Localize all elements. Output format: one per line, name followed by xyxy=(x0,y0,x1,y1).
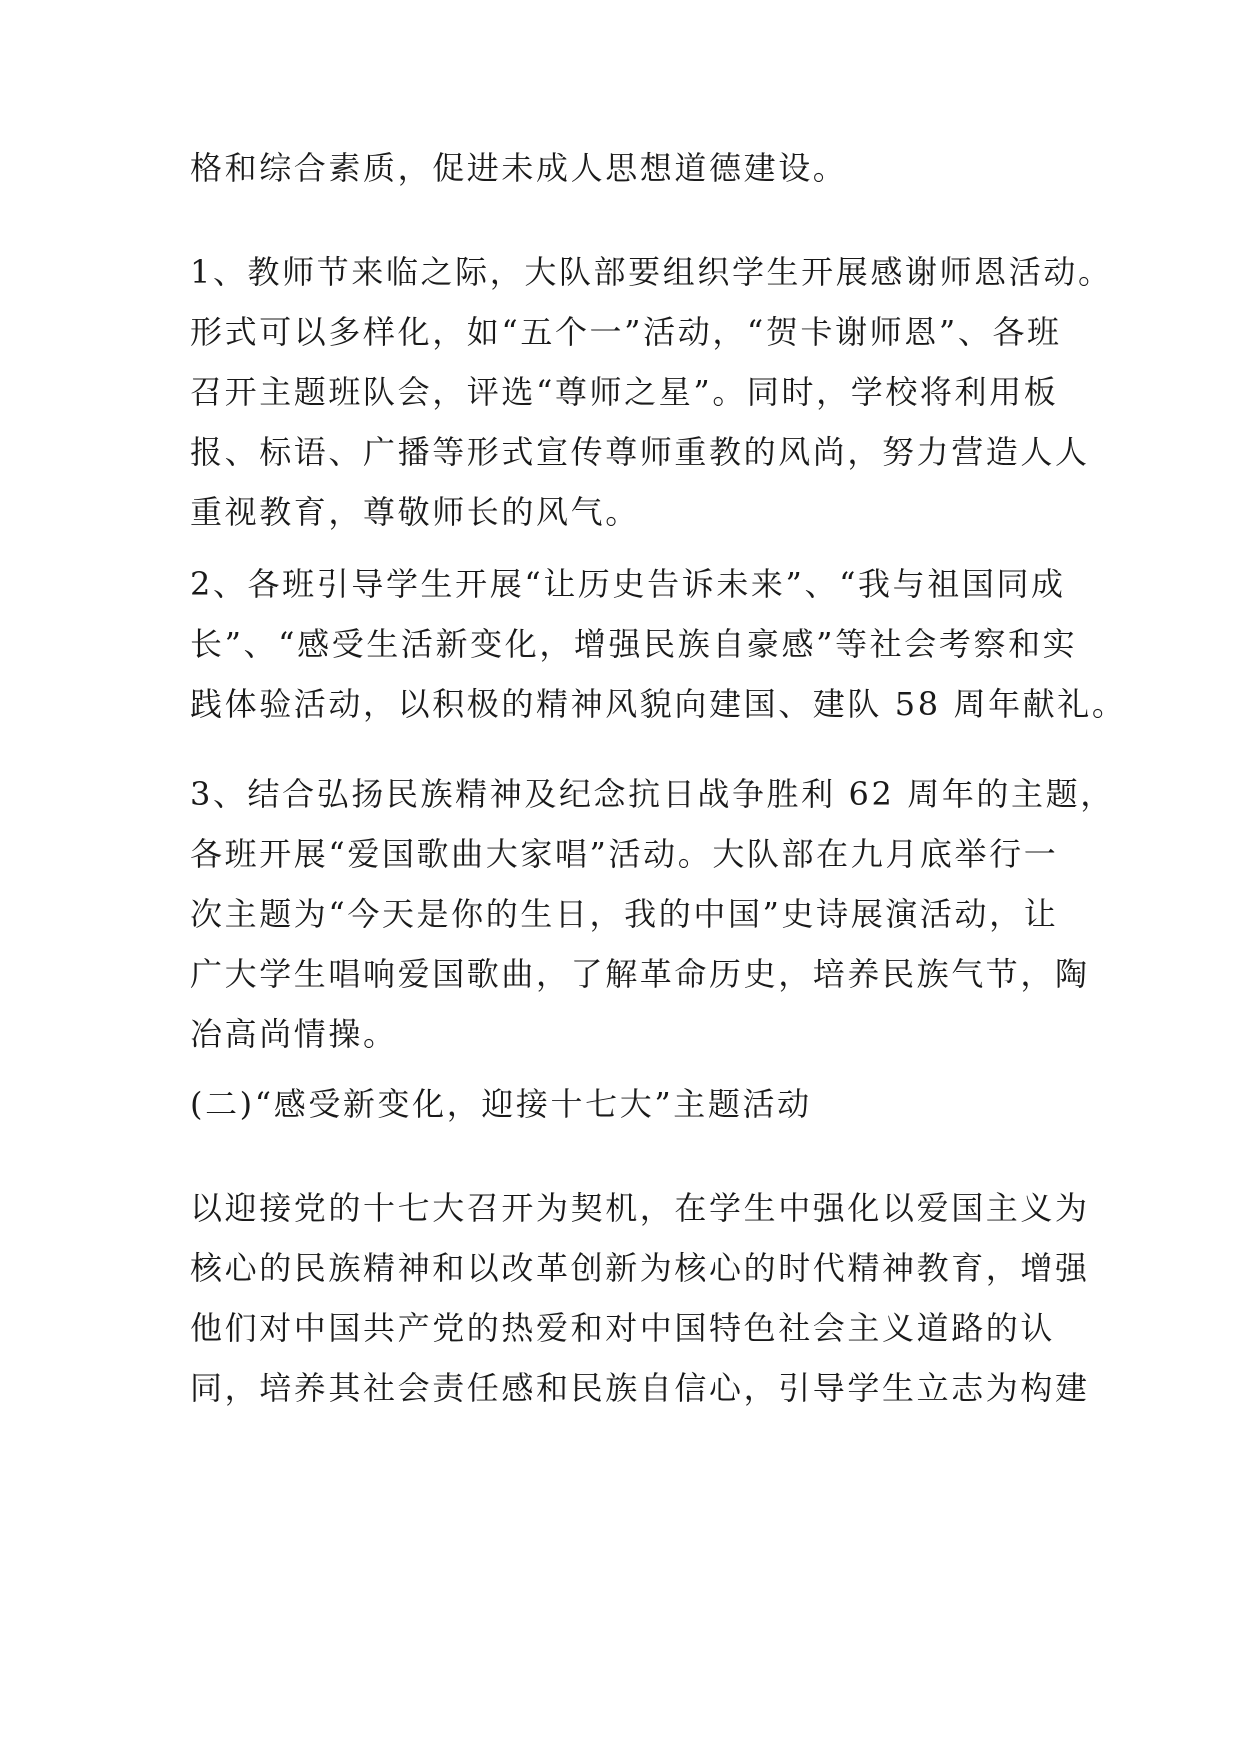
paragraph-item-3 xyxy=(190,764,1115,1064)
text-line: 长”、“感受生活新变化，增强民族自豪感”等社会考察和实 xyxy=(190,625,1078,663)
text-line: 形式可以多样化，如“五个一”活动，“贺卡谢师恩”、各班 xyxy=(190,313,1062,351)
text-line: 践体验活动，以积极的精神风貌向建国、建队 58 周年献礼。 xyxy=(190,685,1127,723)
paragraph-section-2-body xyxy=(190,1178,1090,1418)
text-line: 3、结合弘扬民族精神及纪念抗日战争胜利 62 周年的主题， xyxy=(190,775,1115,813)
text-line: 重视教育，尊敬师长的风气。 xyxy=(190,493,640,531)
text-line: 冶高尚情操。 xyxy=(190,1015,398,1053)
text-line: 他们对中国共产党的热爱和对中国特色社会主义道路的认 xyxy=(190,1309,1056,1347)
section-heading-text: (二)“感受新变化，迎接十七大”主题活动 xyxy=(190,1085,812,1123)
text-line: 报、标语、广播等形式宣传尊师重教的风尚，努力营造人人 xyxy=(190,433,1090,471)
text-line: 同，培养其社会责任感和民族自信心，引导学生立志为构建 xyxy=(190,1369,1090,1407)
text-line: 格和综合素质，促进未成人思想道德建设。 xyxy=(190,149,848,187)
text-line: 以迎接党的十七大召开为契机，在学生中强化以爱国主义为 xyxy=(190,1189,1090,1227)
paragraph-item-2 xyxy=(190,554,1127,734)
text-line: 次主题为“今天是你的生日，我的中国”史诗展演活动，让 xyxy=(190,895,1059,933)
text-line: 各班开展“爱国歌曲大家唱”活动。大队部在九月底举行一 xyxy=(190,835,1059,873)
paragraph-item-1 xyxy=(190,242,1113,542)
text-line: 核心的民族精神和以改革创新为核心的时代精神教育，增强 xyxy=(190,1249,1090,1287)
text-line: 召开主题班队会，评选“尊师之星”。同时，学校将利用板 xyxy=(190,373,1059,411)
text-line: 1、教师节来临之际，大队部要组织学生开展感谢师恩活动。 xyxy=(190,253,1113,291)
text-line: 广大学生唱响爱国歌曲，了解革命历史，培养民族气节，陶 xyxy=(190,955,1090,993)
section-heading xyxy=(190,1074,1070,1134)
paragraph-intro-tail xyxy=(190,138,1070,198)
text-line: 2、各班引导学生开展“让历史告诉未来”、“我与祖国同成 xyxy=(190,565,1066,603)
